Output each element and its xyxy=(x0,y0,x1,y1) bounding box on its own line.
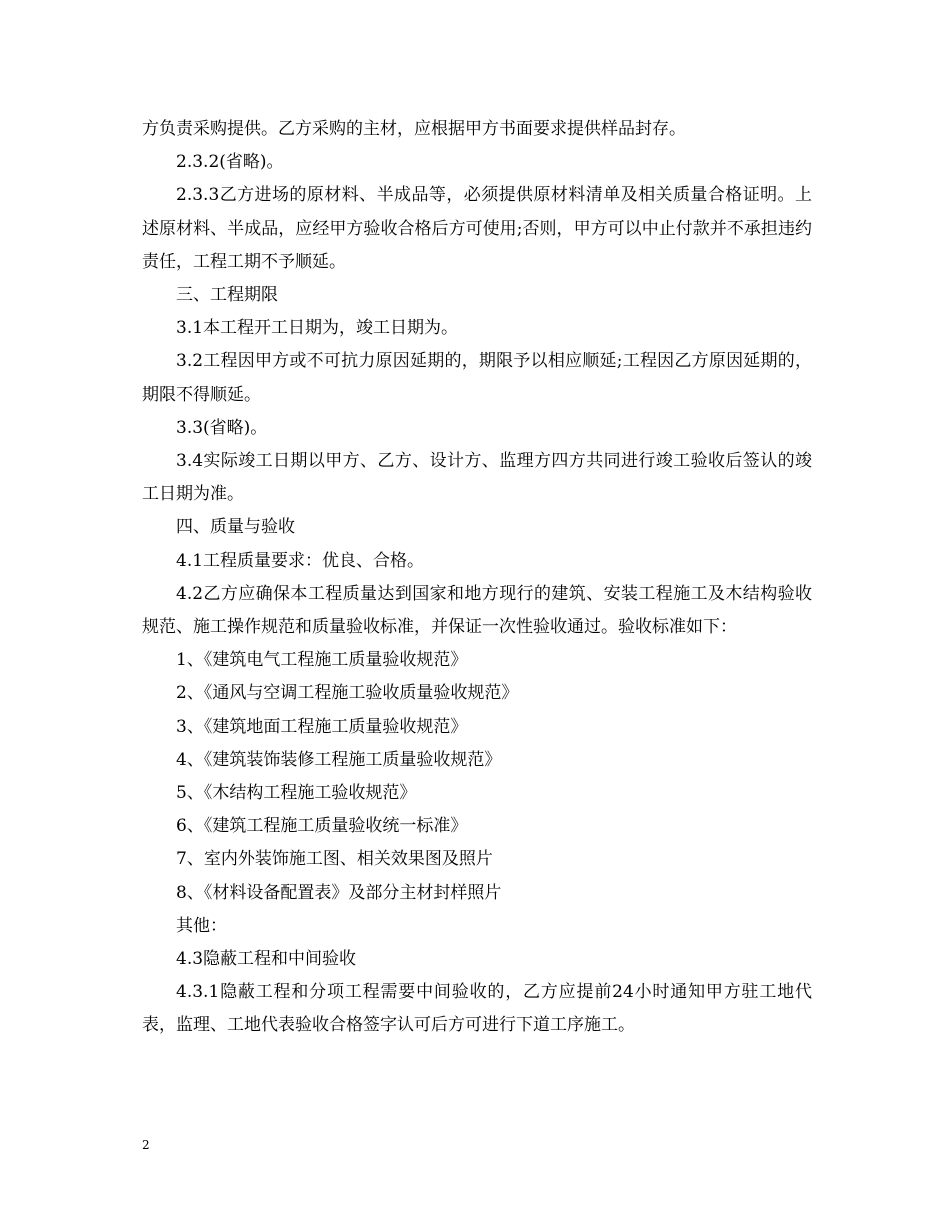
paragraph: 三、工程期限 xyxy=(176,285,278,306)
paragraph: 3.2工程因甲方或不可抗力原因延期的，期限予以相应顺延;工程因乙方原因延期的，期限不得顺延。 xyxy=(142,351,812,405)
paragraph: 5、《木结构工程施工验收规范》 xyxy=(176,783,417,804)
document-body xyxy=(142,113,812,1043)
paragraph: 4.1工程质量要求：优良、合格。 xyxy=(176,550,425,571)
paragraph: 2.3.2(省略)。 xyxy=(176,152,284,173)
paragraph: 3.4实际竣工日期以甲方、乙方、设计方、监理方四方共同进行竣工验收后签认的竣工日期为准。 xyxy=(142,451,812,505)
paragraph: 2.3.3乙方进场的原材料、半成品等，必须提供原材料清单及相关质量合格证明。上述原材料、半成品，应经甲方验收合格后方可使用;否则，甲方可以中止付款并不承担违约责任，工程工期不予顺延。 xyxy=(142,185,812,272)
paragraph: 其他： xyxy=(176,915,227,936)
paragraph: 4.2乙方应确保本工程质量达到国家和地方现行的建筑、安装工程施工及木结构验收规范、施工操作规范和质量验收标准，并保证一次性验收通过。验收标准如下： xyxy=(142,583,812,638)
paragraph: 四、质量与验收 xyxy=(176,517,295,538)
page-number: 2 xyxy=(142,1138,150,1152)
paragraph: 2、《通风与空调工程施工验收质量验收规范》 xyxy=(176,683,519,704)
paragraph: 1、《建筑电气工程施工质量验收规范》 xyxy=(176,650,468,671)
paragraph: 3.3(省略)。 xyxy=(176,417,268,438)
paragraph: 8、《材料设备配置表》及部分主材封样照片 xyxy=(176,882,502,903)
paragraph: 4、《建筑装饰装修工程施工质量验收规范》 xyxy=(176,749,502,770)
paragraph: 6、《建筑工程施工质量验收统一标准》 xyxy=(176,816,468,837)
paragraph: 方负责采购提供。乙方采购的主材，应根据甲方书面要求提供样品封存。 xyxy=(142,119,686,139)
paragraph: 7、室内外装饰施工图、相关效果图及照片 xyxy=(176,849,493,870)
paragraph: 4.3隐蔽工程和中间验收 xyxy=(176,949,357,970)
paragraph: 3.1本工程开工日期为，竣工日期为。 xyxy=(176,318,459,339)
paragraph: 3、《建筑地面工程施工质量验收规范》 xyxy=(176,716,468,737)
paragraph: 4.3.1隐蔽工程和分项工程需要中间验收的，乙方应提前24小时通知甲方驻工地代表，监理、工地代表验收合格签字认可后方可进行下道工序施工。 xyxy=(142,982,812,1036)
